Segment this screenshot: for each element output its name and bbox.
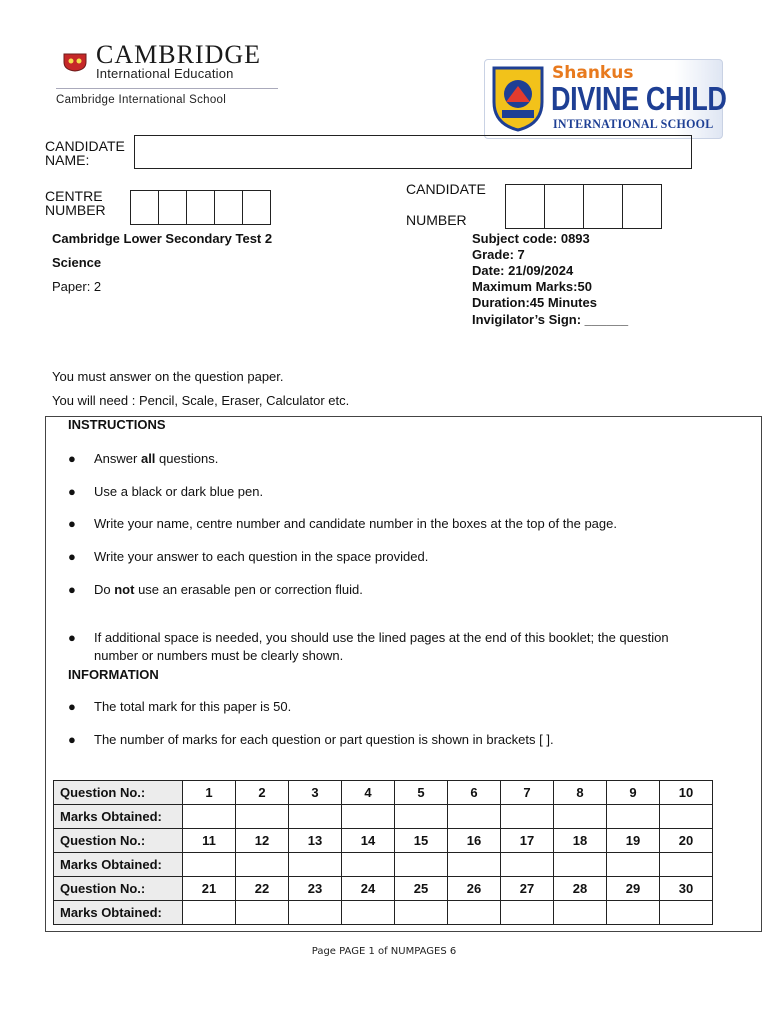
marks-cell[interactable] [236, 805, 289, 829]
marks-cell[interactable] [183, 805, 236, 829]
question-number: 24 [342, 877, 395, 901]
marks-cell[interactable] [554, 853, 607, 877]
question-number: 30 [660, 877, 713, 901]
candidate-number-label-1: CANDIDATE [406, 181, 486, 197]
school-name: DIVINE CHILD [551, 80, 727, 117]
note-materials: You will need : Pencil, Scale, Eraser, Calculator etc. [52, 393, 350, 408]
question-number: 26 [448, 877, 501, 901]
question-no-label: Question No.: [54, 781, 183, 805]
marks-cell[interactable] [183, 853, 236, 877]
centre-number-boxes[interactable] [130, 190, 271, 225]
centre-number-cell[interactable] [158, 190, 186, 225]
marks-cell[interactable] [660, 901, 713, 925]
centre-number-cell[interactable] [130, 190, 158, 225]
candidate-number-cell[interactable] [544, 184, 583, 229]
invigilator-sign: Invigilator’s Sign: ______ [472, 312, 629, 327]
table-row [54, 901, 713, 925]
question-no-label: Question No.: [54, 829, 183, 853]
marks-cell[interactable] [395, 853, 448, 877]
centre-number-cell[interactable] [242, 190, 271, 225]
marks-cell[interactable] [607, 853, 660, 877]
marks-cell[interactable] [448, 805, 501, 829]
max-marks: Maximum Marks:50 [472, 279, 592, 294]
question-number: 1 [183, 781, 236, 805]
centre-number-cell[interactable] [214, 190, 242, 225]
candidate-number-cell[interactable] [622, 184, 662, 229]
centre-number-label-2: NUMBER [45, 202, 106, 218]
candidate-name-label-1: CANDIDATE [45, 138, 125, 154]
candidate-number-label-2: NUMBER [406, 212, 467, 228]
marks-cell[interactable] [554, 805, 607, 829]
marks-cell[interactable] [236, 853, 289, 877]
marks-cell[interactable] [448, 853, 501, 877]
marks-cell[interactable] [342, 901, 395, 925]
marks-cell[interactable] [607, 901, 660, 925]
candidate-number-cell[interactable] [583, 184, 622, 229]
page-footer: Page PAGE 1 of NUMPAGES 6 [311, 946, 457, 957]
question-no-label: Question No.: [54, 877, 183, 901]
question-number: 7 [501, 781, 554, 805]
marks-cell[interactable] [395, 805, 448, 829]
table-row [54, 853, 713, 877]
marks-cell[interactable] [554, 901, 607, 925]
question-number: 27 [501, 877, 554, 901]
marks-cell[interactable] [660, 853, 713, 877]
marks-cell[interactable] [448, 901, 501, 925]
question-number: 21 [183, 877, 236, 901]
duration: Duration:45 Minutes [472, 295, 597, 310]
question-number: 2 [236, 781, 289, 805]
question-number: 8 [554, 781, 607, 805]
bullet-icon: ● [68, 549, 76, 564]
table-row [54, 805, 713, 829]
question-number: 4 [342, 781, 395, 805]
test-date: Date: 21/09/2024 [472, 263, 574, 278]
marks-obtained-label: Marks Obtained: [54, 853, 183, 877]
centre-number-cell[interactable] [186, 190, 214, 225]
marks-cell[interactable] [342, 805, 395, 829]
marks-cell[interactable] [501, 805, 554, 829]
question-number: 22 [236, 877, 289, 901]
question-number: 5 [395, 781, 448, 805]
cambridge-divider [56, 88, 278, 89]
candidate-number-cell[interactable] [505, 184, 544, 229]
marks-cell[interactable] [289, 853, 342, 877]
test-paper: Paper: 2 [52, 279, 102, 294]
question-number: 20 [660, 829, 713, 853]
test-subject: Science [52, 255, 102, 270]
marks-cell[interactable] [501, 853, 554, 877]
question-number: 16 [448, 829, 501, 853]
bullet-icon: ● [68, 630, 76, 645]
question-number: 10 [660, 781, 713, 805]
cambridge-wordmark: CAMBRIDGE [96, 40, 262, 69]
question-number: 13 [289, 829, 342, 853]
question-number: 15 [395, 829, 448, 853]
marks-cell[interactable] [342, 853, 395, 877]
marks-obtained-label: Marks Obtained: [54, 805, 183, 829]
table-row [54, 829, 713, 853]
instructions-heading: INSTRUCTIONS [68, 417, 166, 432]
school-emblem-icon [488, 64, 548, 132]
marks-cell[interactable] [395, 901, 448, 925]
question-number: 14 [342, 829, 395, 853]
question-number: 23 [289, 877, 342, 901]
question-number: 12 [236, 829, 289, 853]
marks-obtained-label: Marks Obtained: [54, 901, 183, 925]
table-row [54, 877, 713, 901]
table-row [54, 781, 713, 805]
cambridge-school-name: Cambridge International School [56, 94, 227, 106]
question-number: 17 [501, 829, 554, 853]
test-title: Cambridge Lower Secondary Test 2 [52, 231, 273, 246]
question-number: 18 [554, 829, 607, 853]
cambridge-crest-icon [60, 52, 90, 72]
grade: Grade: 7 [472, 247, 525, 262]
bullet-icon: ● [68, 699, 76, 714]
marks-cell[interactable] [236, 901, 289, 925]
bullet-icon: ● [68, 732, 76, 747]
marks-cell[interactable] [289, 805, 342, 829]
school-subtitle: INTERNATIONAL SCHOOL [553, 116, 714, 131]
marks-table [53, 780, 713, 925]
candidate-name-label-2: NAME: [45, 152, 90, 168]
marks-cell[interactable] [183, 901, 236, 925]
marks-cell[interactable] [660, 805, 713, 829]
candidate-number-boxes[interactable] [505, 184, 662, 229]
bullet-icon: ● [68, 451, 76, 466]
marks-cell[interactable] [501, 901, 554, 925]
question-number: 11 [183, 829, 236, 853]
question-number: 25 [395, 877, 448, 901]
school-brand: Shankus [552, 63, 634, 83]
question-number: 9 [607, 781, 660, 805]
question-number: 6 [448, 781, 501, 805]
question-number: 29 [607, 877, 660, 901]
note-answer-on-paper: You must answer on the question paper. [52, 369, 284, 384]
question-number: 3 [289, 781, 342, 805]
bullet-icon: ● [68, 582, 76, 597]
marks-cell[interactable] [289, 901, 342, 925]
question-number: 28 [554, 877, 607, 901]
cambridge-subtitle: International Education [96, 66, 234, 81]
marks-cell[interactable] [607, 805, 660, 829]
bullet-icon: ● [68, 516, 76, 531]
centre-number-label-1: CENTRE [45, 188, 103, 204]
bullet-icon: ● [68, 484, 76, 499]
candidate-name-field[interactable] [134, 135, 692, 169]
question-number: 19 [607, 829, 660, 853]
information-heading: INFORMATION [68, 667, 159, 682]
subject-code: Subject code: 0893 [472, 231, 590, 246]
